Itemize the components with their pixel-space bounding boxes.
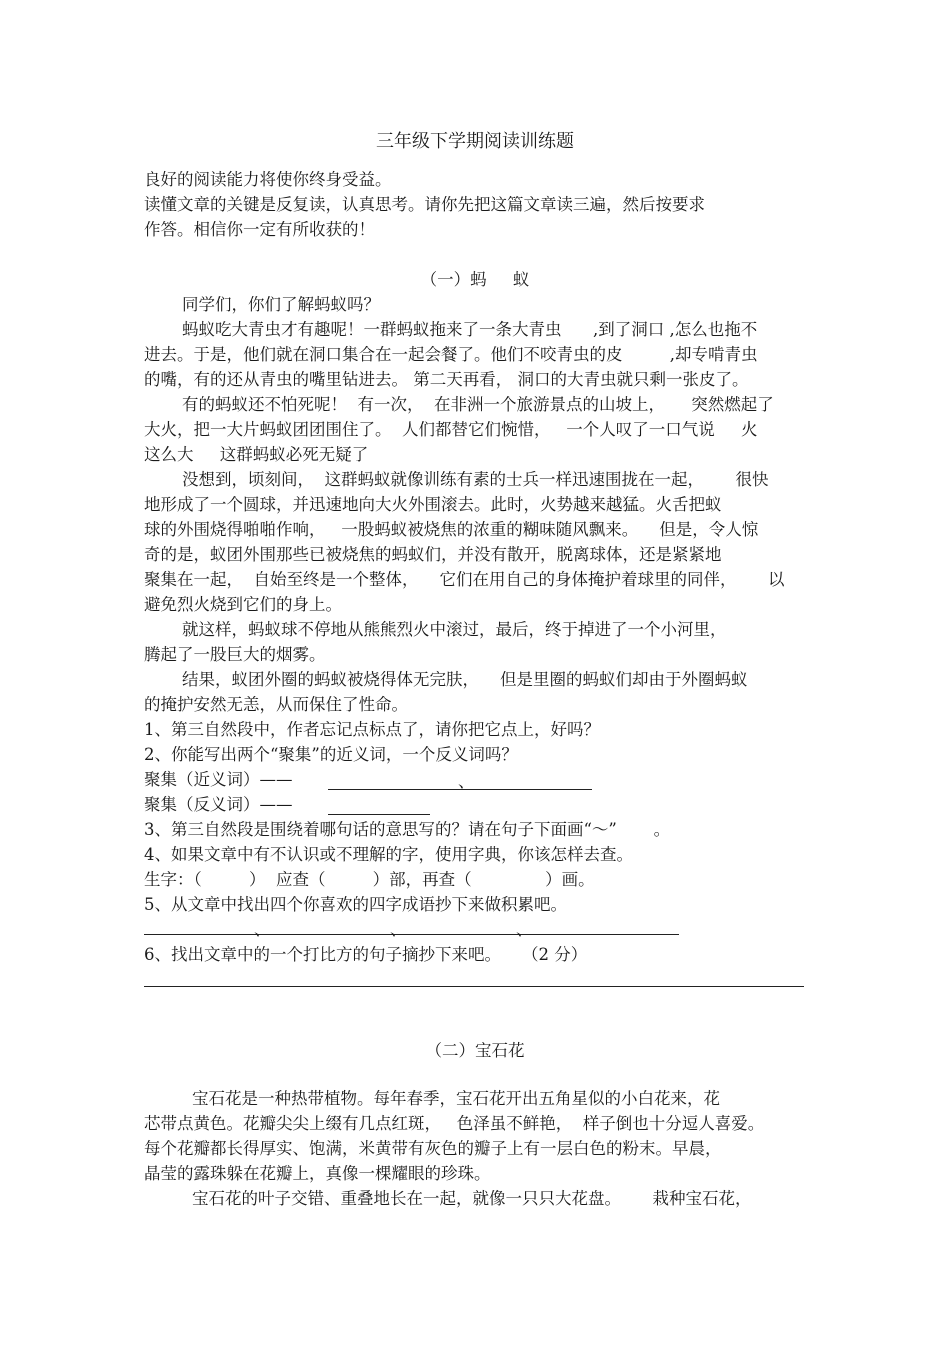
paragraph-line: 奇的是，蚁团外围那些已被烧焦的蚂蚁们，并没有散开，脱离球体，还是紧紧地: [144, 545, 722, 564]
question-5: 5、从文章中找出四个你喜欢的四字成语抄下来做积累吧。: [144, 895, 567, 914]
intro-line-1: 良好的阅读能力将使你终身受益。: [144, 170, 392, 189]
antonym-label: 聚集（反义词）——: [144, 795, 293, 814]
paragraph-line: 有的蚂蚁还不怕死呢！ 有一次， 在非洲一个旅游景点的山坡上， 突然燃起了: [182, 395, 774, 414]
paragraph-line: 结果，蚁团外圈的蚂蚁被烧得体无完肤， 但是里圈的蚂蚁们却由于外圈蚂蚁: [182, 670, 748, 689]
simile-answer-line[interactable]: [144, 986, 804, 987]
paragraph-line: 同学们，你们了解蚂蚁吗？: [182, 295, 380, 314]
paragraph-line: 避免烈火烧到它们的身上。: [144, 595, 342, 614]
question-1: 1、第三自然段中，作者忘记点标点了，请你把它点上，好吗？: [144, 720, 600, 739]
paragraph-line: 大火，把一大片蚂蚁团团围住了。 人们都替它们惋惜， 一个人叹了一口气说 火: [144, 420, 758, 439]
question-4: 4、如果文章中有不认识或不理解的字，使用字典，你该怎样去查。: [144, 845, 633, 864]
paragraph-line: 就这样，蚂蚁球不停地从熊熊烈火中滚过，最后，终于掉进了一个小河里，: [182, 620, 727, 639]
idiom-answer-line[interactable]: [144, 934, 679, 935]
paragraph-line: 晶莹的露珠躲在花瓣上，真像一棵耀眼的珍珠。: [144, 1164, 491, 1183]
question-2: 2、你能写出两个“聚集”的近义词，一个反义词吗？: [144, 745, 518, 764]
section2-heading: （二）宝石花: [425, 1041, 525, 1060]
intro-line-3: 作答。相信你一定有所收获的！: [144, 220, 375, 239]
separator-mark: 、: [516, 920, 533, 939]
separator-mark: 、: [458, 772, 475, 791]
question-6: 6、找出文章中的一个打比方的句子摘抄下来吧。 （2 分）: [144, 945, 588, 964]
paragraph-line: 的掩护安然无恙，从而保住了性命。: [144, 695, 408, 714]
paragraph-line: 没想到，顷刻间， 这群蚂蚁就像训练有素的士兵一样迅速围拢在一起， 很快: [182, 470, 769, 489]
paragraph-line: 地形成了一个圆球，并迅速地向大火外围滚去。此时，火势越来越猛。火舌把蚁: [144, 495, 722, 514]
paragraph-line: 腾起了一股巨大的烟雾。: [144, 645, 326, 664]
question-4-fill: 生字：（ ） 应查（ ）部，再查（ ）画。: [144, 870, 595, 889]
synonym-label: 聚集（近义词）——: [144, 770, 293, 789]
paragraph-line: 的嘴，有的还从青虫的嘴里钻进去。 第二天再看， 洞口的大青虫就只剩一张皮了。: [144, 370, 749, 389]
paragraph-line: 芯带点黄色。花瓣尖尖上缀有几点红斑， 色泽虽不鲜艳， 样子倒也十分逗人喜爱。: [144, 1114, 765, 1133]
paragraph-line: 聚集在一起， 自始至终是一个整体， 它们在用自己的身体掩护着球里的同伴， 以: [144, 570, 785, 589]
question-3: 3、第三自然段是围绕着哪句话的意思写的？请在句子下面画“〜” 。: [144, 820, 671, 839]
antonym-answer-line[interactable]: [328, 814, 430, 815]
separator-mark: 、: [390, 920, 407, 939]
paragraph-line: 球的外围烧得啪啪作响， 一股蚂蚁被烧焦的浓重的糊味随风飘来。 但是，令人惊: [144, 520, 759, 539]
intro-line-2: 读懂文章的关键是反复读，认真思考。请你先把这篇文章读三遍，然后按要求: [144, 195, 705, 214]
page-title: 三年级下学期阅读训练题: [376, 131, 574, 152]
separator-mark: 、: [254, 920, 271, 939]
paragraph-line: 每个花瓣都长得厚实、饱满，米黄带有灰色的瓣子上有一层白色的粉末。早晨，: [144, 1139, 722, 1158]
paragraph-line: 宝石花是一种热带植物。每年春季，宝石花开出五角星似的小白花来，花: [192, 1089, 720, 1108]
paragraph-line: 进去。于是，他们就在洞口集合在一起会餐了。他们不咬青虫的皮 ,却专啃青虫: [144, 345, 758, 364]
paragraph-line: 这么大 这群蚂蚁必死无疑了: [144, 445, 369, 464]
paragraph-line: 蚂蚁吃大青虫才有趣呢！一群蚂蚁拖来了一条大青虫 ,到了洞口 ,怎么也拖不: [182, 320, 758, 339]
paragraph-line: 宝石花的叶子交错、重叠地长在一起，就像一只只大花盘。 栽种宝石花，: [192, 1189, 752, 1208]
section1-heading: （一）蚂 蚁: [420, 270, 530, 289]
